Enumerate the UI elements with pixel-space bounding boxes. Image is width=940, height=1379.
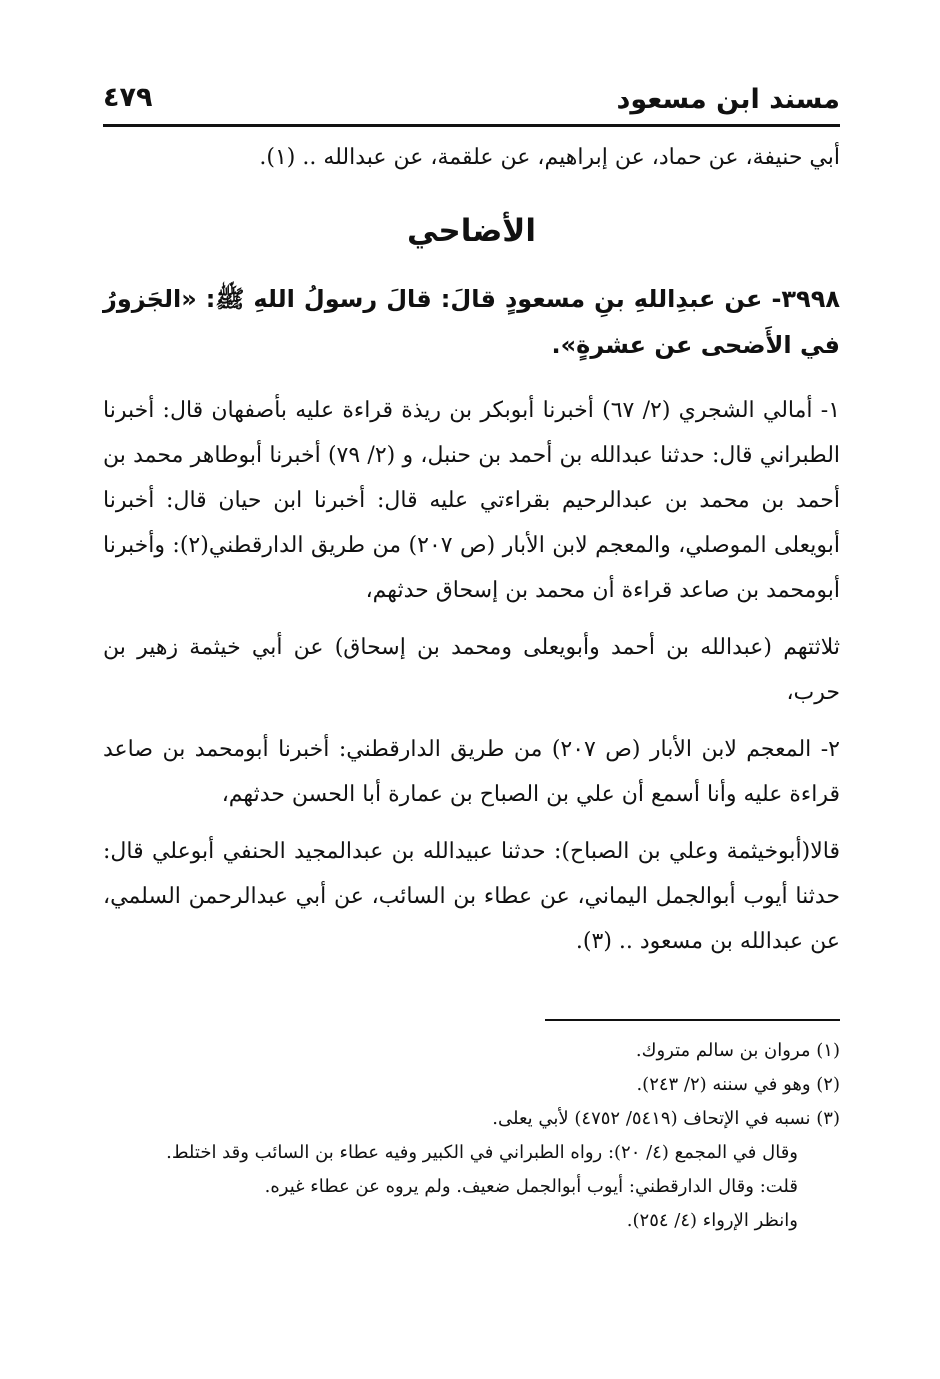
footnote-3-continued: قلت: وقال الدارقطني: أيوب أبوالجمل ضعيف. ولم يروه عن عطاء غيره.	[264, 1176, 798, 1197]
paragraph-isnad-2: ثلاثتهم (عبدالله بن أحمد وأبويعلى ومحمد بن إسحاق) عن أبي خيثمة زهير بن حرب،	[103, 635, 840, 705]
section-title: الأضاحي	[406, 213, 536, 249]
footnote-1: (١) مروان بن سالم متروك.	[635, 1040, 840, 1061]
footnote-3: (٣) نسبه في الإتحاف (٥٤١٩/ ٤٧٥٢) لأبي يعلى.	[492, 1108, 840, 1129]
footnotes	[103, 1034, 840, 1238]
footnote-2: (٢) وهو في سننه (٢/ ٢٤٣).	[636, 1074, 840, 1095]
running-title: مسند ابن مسعود	[616, 84, 840, 115]
intro-line: أبي حنيفة، عن حماد، عن إبراهيم، عن علقمة، عن عبدالله .. (١).	[259, 145, 840, 170]
footnote-3-continued: وانظر الإرواء (٤/ ٢٥٤).	[626, 1210, 798, 1231]
page-number: ٤٧٩	[103, 82, 153, 113]
paragraph-isnad-3: ٢- المعجم لابن الأبار (ص ٢٠٧) من طريق الدارقطني: أخبرنا أبومحمد بن صاعد قراءة عليه وأنا أسمع أن علي بن الصباح بن عمارة أبا الحسن حدثهم،	[103, 737, 840, 807]
hadith-text: ٣٩٩٨- عن عبدِاللهِ بنِ مسعودٍ قالَ: قالَ رسولُ اللهِ ﷺ: «الجَزورُ في الأَضحى عن عشرةٍ».	[103, 285, 840, 359]
paragraph-isnad-4: قالا(أبوخيثمة وعلي بن الصباح): حدثنا عبيدالله بن عبدالمجيد الحنفي أبوعلي قال: حدثنا أيوب أبوالجمل اليماني، عن عطاء بن السائب، عن أبي عبدالرحمن السلمي، عن عبدالله بن مسعود .. (٣).	[103, 839, 841, 954]
footnote-3-continued: وقال في المجمع (٤/ ٢٠): رواه الطبراني في الكبير وفيه عطاء بن السائب وقد اختلط.	[166, 1142, 798, 1163]
page-header	[103, 78, 840, 127]
paragraph-isnad-1: ١- أمالي الشجري (٢/ ٦٧) أخبرنا أبوبكر بن ريذة قراءة عليه بأصفهان قال: أخبرنا الطبراني قال: حدثنا عبدالله بن أحمد بن حنبل، و (٢/ ٧٩) أخبرنا أبوطاهر محمد بن أحمد بن محمد بن عبدالرحيم بقراءتي عليه قال: أخبرنا ابن حيان قال: أخبرنا أبويعلى الموصلي، والمعجم لابن الأبار (ص ٢٠٧) من طريق الدارقطني(٢): وأخبرنا أبومحمد بن صاعد قراءة أن محمد بن إسحاق حدثهم،	[103, 398, 841, 603]
main-text	[103, 135, 840, 976]
footnote-divider	[545, 1019, 840, 1021]
